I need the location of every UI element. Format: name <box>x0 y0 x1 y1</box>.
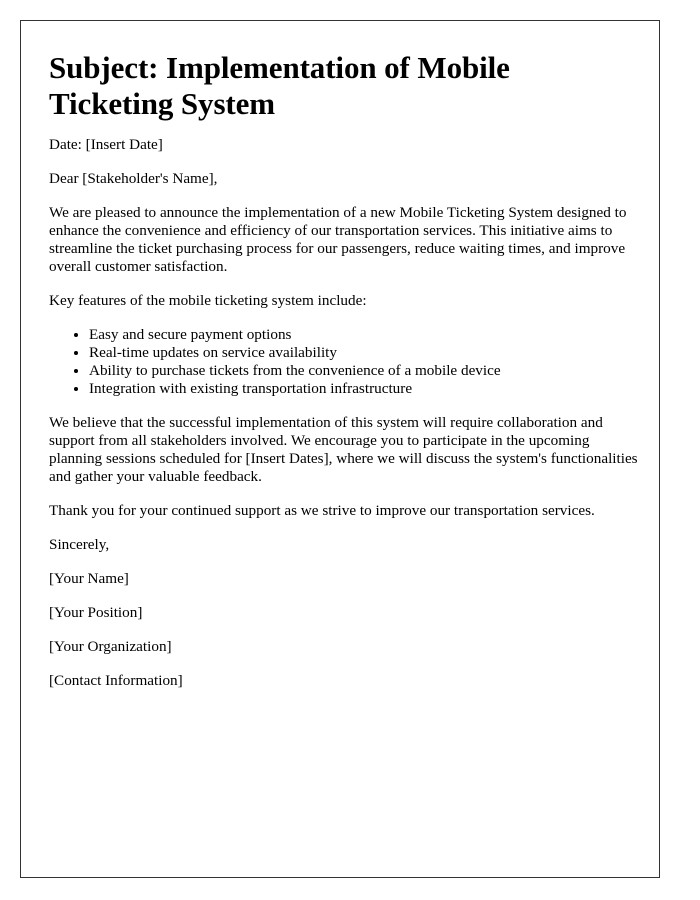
feature-item: • Integration with existing transportation infrastructure <box>89 380 641 398</box>
collaboration-paragraph: We believe that the successful implementation of this system will require collaboration and support from all stakeholders involved. We encourage you to participate in the upcoming planning sessions scheduled for [Insert Dates], where we will discuss the system's functionalities and gather your valuable feedback. <box>49 414 638 485</box>
closing: Sincerely, <box>49 536 110 553</box>
letter-page <box>20 20 660 878</box>
signature-organization: [Your Organization] <box>49 638 172 655</box>
thanks-paragraph: Thank you for your continued support as we strive to improve our transportation services. <box>49 502 595 519</box>
signature-contact: [Contact Information] <box>49 672 183 689</box>
features-list <box>49 326 641 398</box>
intro-paragraph: We are pleased to announce the implementation of a new Mobile Ticketing System designed to enhance the convenience and efficiency of our transportation services. This initiative aims to streamline the ticket purchasing process for our passengers, reduce waiting times, and improve overall customer satisfaction. <box>49 204 627 275</box>
feature-item: • Ability to purchase tickets from the convenience of a mobile device <box>89 362 641 380</box>
letter-subject: Subject: Implementation of Mobile Ticketing System <box>49 50 510 121</box>
letter-body <box>49 50 641 706</box>
signature-name: [Your Name] <box>49 570 129 587</box>
feature-item: • Real-time updates on service availability <box>89 344 641 362</box>
feature-item: • Easy and secure payment options <box>89 326 641 344</box>
salutation: Dear [Stakeholder's Name], <box>49 170 218 187</box>
signature-position: [Your Position] <box>49 604 143 621</box>
date-line: Date: [Insert Date] <box>49 136 163 153</box>
features-intro: Key features of the mobile ticketing system include: <box>49 292 367 309</box>
